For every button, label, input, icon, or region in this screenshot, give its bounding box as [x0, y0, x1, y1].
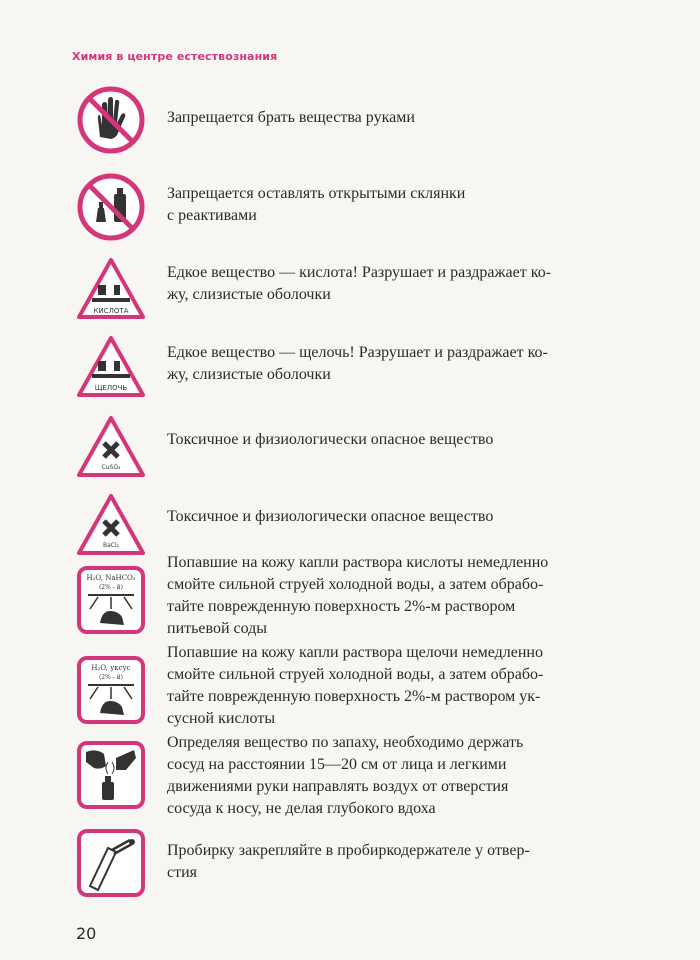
toxic-warning-icon — [76, 491, 146, 561]
sign-label: H₂O, уксус — [91, 664, 131, 672]
sign-label: CuSO₄ — [101, 464, 121, 471]
sign-label: ЩЕЛОЧЬ — [94, 384, 128, 392]
toxic-warning-icon — [76, 413, 146, 483]
sign-sublabel: (2% - й) — [98, 584, 124, 591]
sign-sublabel: (2% - й) — [98, 674, 124, 681]
rule-text: Токсичное и физиологически опасное вещество — [167, 431, 494, 448]
acid-first-aid-icon — [76, 565, 146, 635]
rule-text: Попавшие на кожу капли раствора щелочи немедленно смойте сильной струей холодной воды, а затем обрабо- тайте поврежденную поверхность 2%-м раствором ук- сусной кислоты — [167, 644, 544, 727]
rule-text: Едкое вещество — щелочь! Разрушает и раздражает ко- жу, слизистые оболочки — [167, 344, 548, 383]
rule-text: Запрещается оставлять открытыми склянки с реактивами — [167, 185, 466, 224]
rule-text: Попавшие на кожу капли раствора кислоты немедленно смойте сильной струей холодной воды, а затем обрабо- тайте поврежденную поверхность 2%-м раствором питьевой соды — [167, 554, 549, 637]
rule-text: Определяя вещество по запаху, необходимо держать сосуд на расстоянии 15—20 см от лица и легкими движениями руки направлять воздух от отверстия сосуда к носу, не делая глубокого вдоха — [167, 734, 524, 817]
page-number: 20 — [76, 924, 97, 943]
rule-text: Токсичное и физиологически опасное вещество — [167, 508, 494, 525]
section-header: Химия в центре естествознания — [72, 50, 278, 63]
alkali-first-aid-icon — [76, 655, 146, 725]
no-open-bottle-icon — [76, 172, 146, 242]
sign-label: BaCl₂ — [102, 542, 120, 549]
smell-wafting-icon — [76, 740, 146, 810]
alkali-warning-icon — [76, 333, 146, 403]
test-tube-holder-icon — [76, 828, 146, 898]
rule-text: Запрещается брать вещества руками — [167, 109, 415, 126]
sign-label: H₂O, NaHCO₃ — [86, 574, 136, 582]
sign-label: КИСЛОТА — [93, 307, 129, 315]
rule-text: Пробирку закрепляйте в пробиркодержателе у отвер- стия — [167, 842, 530, 881]
rule-text: Едкое вещество — кислота! Разрушает и раздражает ко- жу, слизистые оболочки — [167, 264, 552, 303]
acid-warning-icon — [76, 255, 146, 325]
no-hand-icon — [76, 85, 146, 155]
